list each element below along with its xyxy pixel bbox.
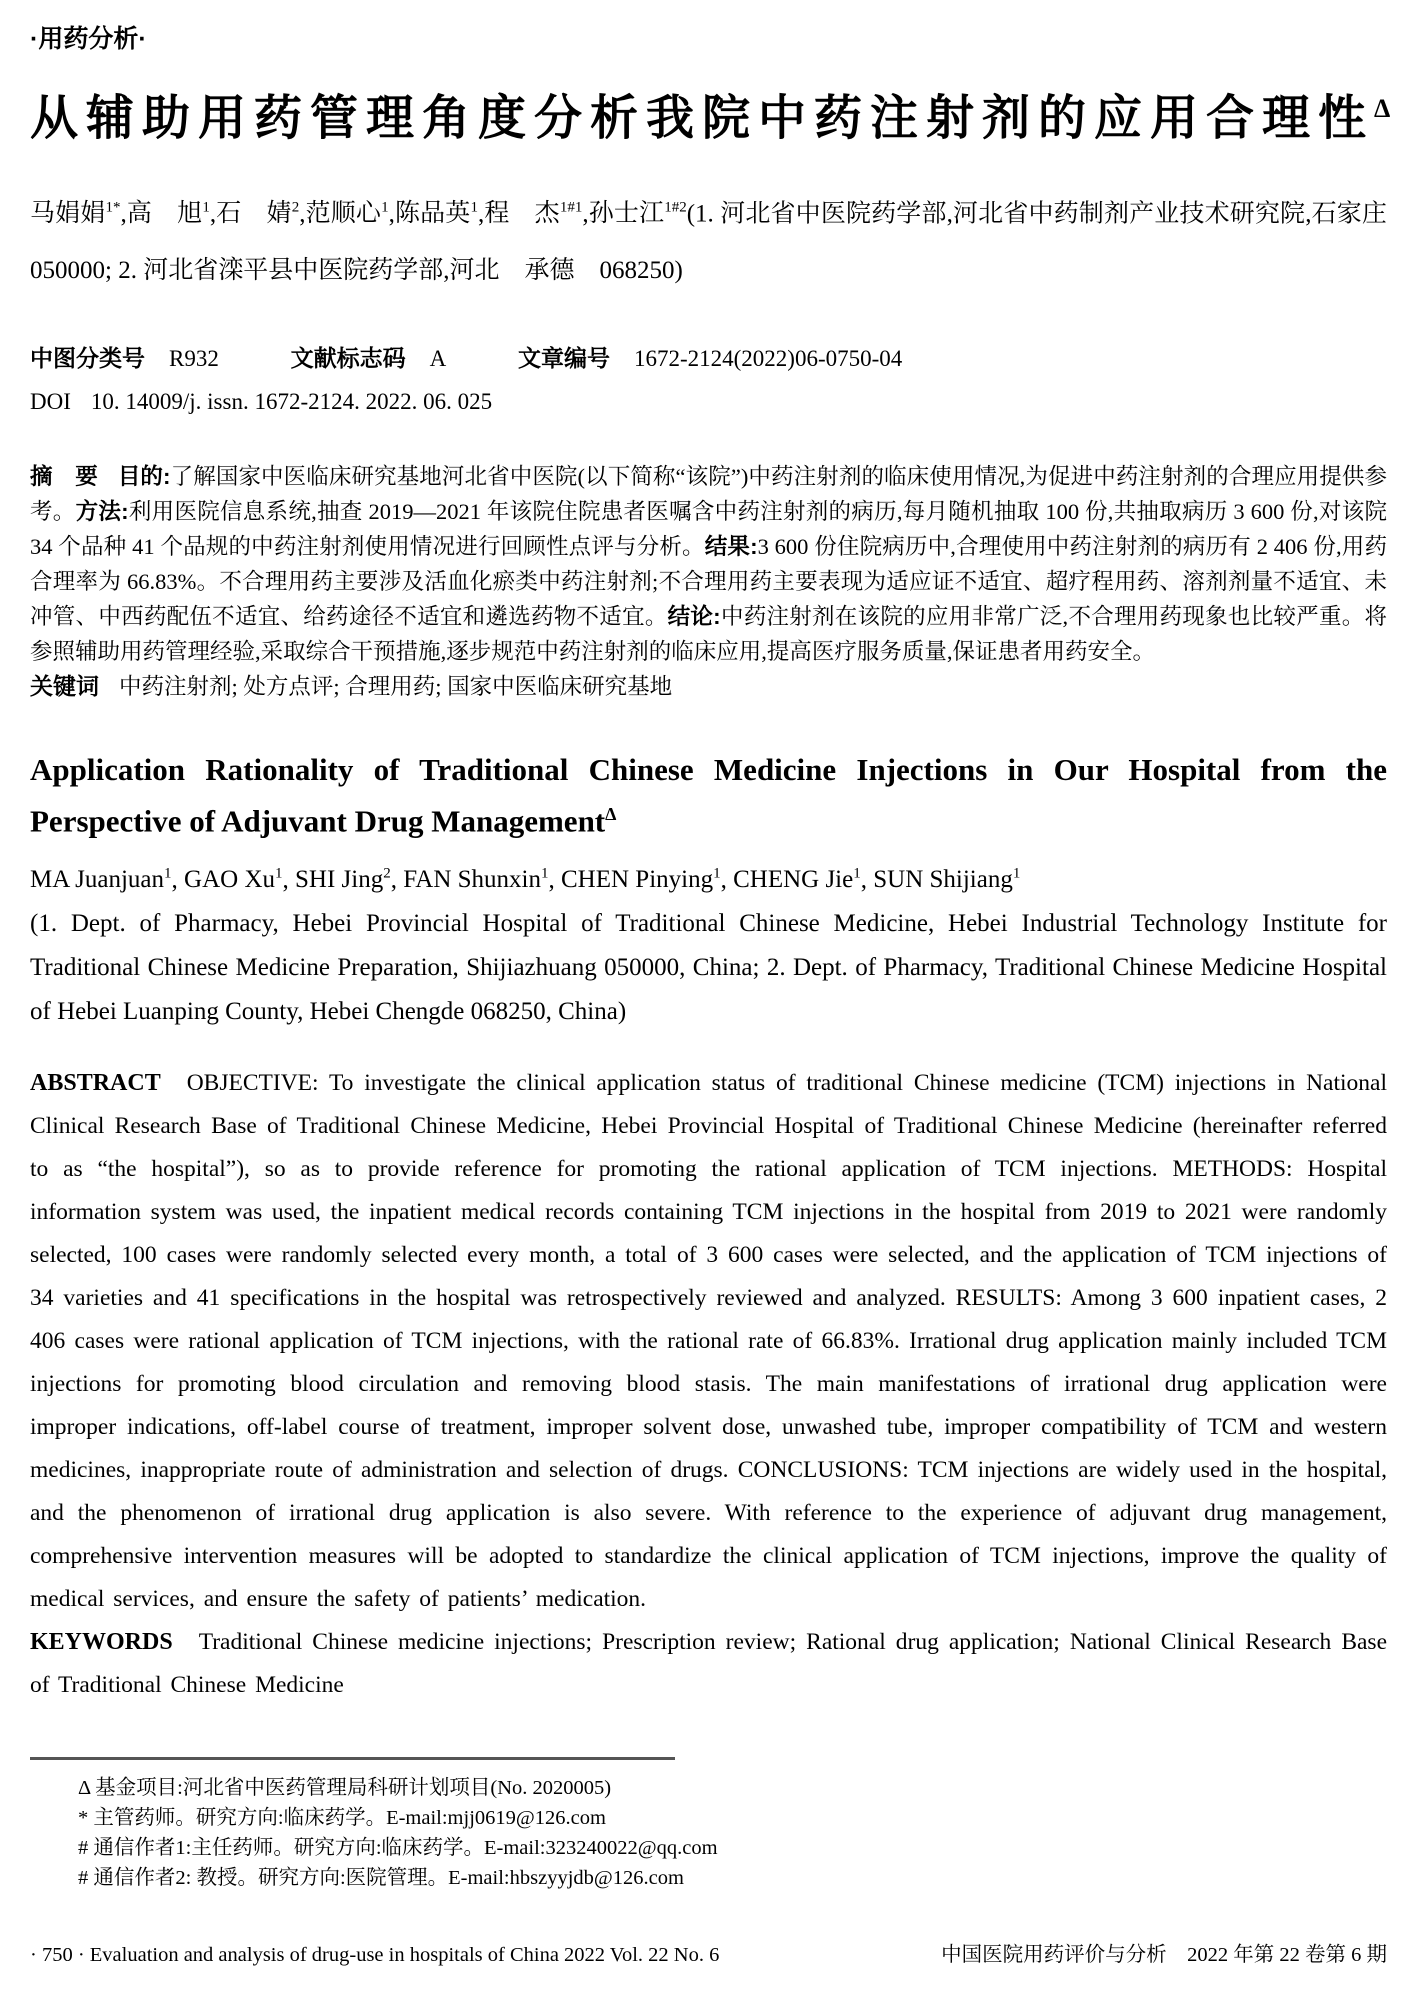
footnote-item: * 主管药师。研究方向:临床药学。E-mail:mjj0619@126.com [78,1807,606,1829]
author-affiliation-superscript: 1* [105,200,121,217]
abstract-section-text: 利用医院信息系统,抽查 2019—2021 年该院住院患者医嘱含中药注射剂的病历,每月随机抽取 100 份,共抽取病历 3 600 份,对该院 34 个品种 41 个品规的中药注射剂使用情况进行回顾性点评与分析。 [30,499,1387,560]
column-section-label: ·用药分析· [30,25,147,53]
abstract-section-label: 目的: [117,464,171,490]
title-fund-superscript: Δ [1374,94,1391,123]
footnote-item: Δ 基金项目:河北省中医药管理局科研计划项目(No. 2020005) [78,1777,612,1799]
doi-value: 10. 14009/j. issn. 1672-2124. 2022. 06. 025 [90,389,493,415]
clc-value: R932 [169,346,219,372]
article-title-cn-text: 从辅助用药管理角度分析我院中药注射剂的应用合理性 [30,92,1375,145]
author-affiliation-superscript: 1 [202,200,210,217]
author-list-en: MA Juanjuan$^1$, GAO Xu$^1$, SHI Jing$^2$, FAN Shunxin$^1$, CHEN Pinying$^1$, CHENG Jie$^1$, SUN Shijiang$^1$ [30,865,1021,894]
doc-code-label: 文献标志码 [290,345,406,372]
affiliation-cn: (1. 河北省中医院药学部,河北省中药制剂产业技术研究院,石家庄 050000; 2. 河北省滦平县中医院药学部,河北 承德 068250) [30,200,1412,285]
author-affiliation-superscript: 1 [713,865,721,882]
author-affiliation-superscript: 1#2 [664,200,687,217]
author-name: MA Juanjuan$^1$ [30,865,172,894]
author-affiliation-superscript: 1 [853,865,861,882]
author-affiliation-superscript: 1 [381,200,389,217]
article-title-en-text: Application Rationality of Traditional Chinese Medicine Injections in Our Hospital from the Perspective of Adjuvant Drug Management [30,752,1387,839]
article-id-value: 1672-2124(2022)06-0750-04 [633,346,903,372]
footer-left-running-title: · 750 · Evaluation and analysis of drug-use in hospitals of China 2022 Vol. 22 No. 6 [30,1944,720,1966]
clc-group [30,343,219,374]
doi-row [30,387,1387,417]
footer-right-journal-info: 中国医院用药评价与分析 2022 年第 22 卷第 6 期 [941,1944,1387,1966]
abstract-section-text: 3 600 份住院病历中,合理使用中药注射剂的病历有 2 406 份,用药合理率为 66.83%。不合理用药主要涉及活血化瘀类中药注射剂;不合理用药主要表现为适应证不适宜、超疗程用药、溶剂剂量不适宜、未冲管、中西药配伍不适宜、给药途径不适宜和遴选药物不适宜。 [30,534,1387,630]
author-name: 石 婧$^2$ [216,200,300,228]
abstract-section-label: 方法: [75,499,129,525]
keywords-cn-label: 关键词 [30,673,99,700]
abstract-cn-label: 摘 要 [30,464,98,490]
keywords-en [30,1621,1387,1707]
abstract-section-label: 结论: [667,604,721,630]
author-affiliation-superscript: 1 [1012,865,1021,882]
title-en-fund-superscript: Δ [605,804,617,825]
doc-code-group [291,343,447,374]
article-id-label: 文章编号 [517,345,610,372]
author-name: FAN Shunxin$^1$ [403,865,549,894]
author-name: GAO Xu$^1$ [184,865,283,894]
doc-code-value: A [429,346,447,372]
abstract-en [30,1062,1387,1621]
affiliation-en: (1. Dept. of Pharmacy, Hebei Provincial Hospital of Traditional Chinese Medicine, Hebei Industrial Technology Institute for Traditional Chinese Medicine Preparation, Shijiazhuang 050000, China; 2. Dept. of Pharmacy, Traditional Chinese Medicine Hospital of Hebei Luanping County, Hebei Chengde 068250, China) [30,910,1387,1026]
article-meta-row [30,343,1387,374]
article-title-cn [30,80,1391,148]
author-affiliation-superscript: 2 [291,200,300,217]
footnote-item: # 通信作者1:主任药师。研究方向:临床药学。E-mail:323240022@qq.com [78,1837,718,1859]
footnote-area [30,1757,1387,1893]
abstract-section-text: 了解国家中医临床研究基地河北省中医院(以下简称“该院”)中药注射剂的临床使用情况,为促进中药注射剂的合理应用提供参考。 [30,464,1387,525]
author-name: 马娟娟$^{1*}$ [30,200,121,228]
abstract-en-text: OBJECTIVE: To investigate the clinical application status of traditional Chinese medicine (TCM) injections in National Clinical Research Base of Traditional Chinese Medicine, Hebei Provincial Hospital of Traditional Chinese Medicine (hereinafter referred to as “the hospital”), so as to provide reference for promoting the rational application of TCM injections. METHODS: Hospital information system was used, the inpatient medical records containing TCM injections in the hospital from 2019 to 2021 were randomly selected, 100 cases were randomly selected every month, a total of 3 600 cases were selected, and the application of TCM injections of 34 varieties and 41 specifications in the hospital was retrospectively reviewed and analyzed. RESULTS: Among 3 600 inpatient cases, 2 406 cases were rational application of TCM injections, with the rational rate of 66.83%. Irrational drug application mainly included TCM injections for promoting blood circulation and removing blood stasis. The main manifestations of irrational drug application were improper indications, off-label course of treatment, improper solvent dose, unwashed tube, improper compatibility of TCM and western medicines, inappropriate route of administration and selection of drugs. CONCLUSIONS: TCM injections are widely used in the hospital, and the phenomenon of irrational drug application is also severe. With reference to the experience of adjuvant drug management, comprehensive intervention measures will be adopted to standardize the clinical application of TCM injections, improve the quality of medical services, and ensure the safety of patients’ medication. [30,1070,1387,1613]
keywords-en-label: KEYWORDS [30,1629,173,1656]
author-name: SUN Shijiang$^1$ [873,865,1021,894]
abstract-section-label: 结果: [704,534,758,560]
authors-affiliation-en [30,852,1387,1034]
page-footer [30,1942,1387,1968]
author-name: 程 杰$^{1\#1}$ [484,200,583,228]
author-name: 高 旭$^1$ [126,200,210,228]
author-affiliation-superscript: 1 [164,865,172,882]
author-list-cn: 马娟娟$^{1*}$,高 旭$^1$,石 婧$^2$,范顺心$^1$,陈品英$^1$,程 杰$^{1\#1}$,孙士江$^{1\#2}$ [30,200,687,228]
author-affiliation-superscript: 2 [383,865,391,882]
footnote-item: # 通信作者2: 教授。研究方向:医院管理。E-mail:hbszyyjdb@126.com [78,1867,684,1889]
abstract-cn [30,459,1387,669]
author-affiliation-superscript: 1 [275,865,283,882]
abstract-section-text: 中药注射剂在该院的应用非常广泛,不合理用药现象也比较严重。将参照辅助用药管理经验,采取综合干预措施,逐步规范中药注射剂的临床应用,提高医疗服务质量,保证患者用药安全。 [30,604,1387,665]
footnote-divider [30,1757,675,1760]
keywords-cn-text: 中药注射剂; 处方点评; 合理用药; 国家中医临床研究基地 [119,674,673,700]
author-name: 陈品英$^1$ [394,200,478,228]
authors-affiliation-cn [30,180,1412,299]
abstract-cn-body [30,464,1387,664]
author-affiliation-superscript: 1 [470,200,478,217]
clc-label: 中图分类号 [30,345,145,372]
author-name: CHENG Jie$^1$ [733,865,861,894]
author-name: SHI Jing$^2$ [295,865,391,894]
author-name: CHEN Pinying$^1$ [560,865,721,894]
author-name: 范顺心$^1$ [305,200,389,228]
footnote-list [30,1773,1387,1893]
article-id-group [518,343,902,374]
doi-label: DOI [30,389,71,415]
keywords-cn [30,669,1387,704]
keywords-en-text: Traditional Chinese medicine injections; Prescription review; Rational drug application; National Clinical Research Base of Traditional Chinese Medicine [30,1629,1387,1699]
article-title-en [30,748,1387,843]
author-affiliation-superscript: 1 [540,865,549,882]
author-name: 孙士江$^{1\#2}$ [588,200,687,228]
author-affiliation-superscript: 1#1 [559,200,583,217]
abstract-en-label: ABSTRACT [30,1070,161,1097]
